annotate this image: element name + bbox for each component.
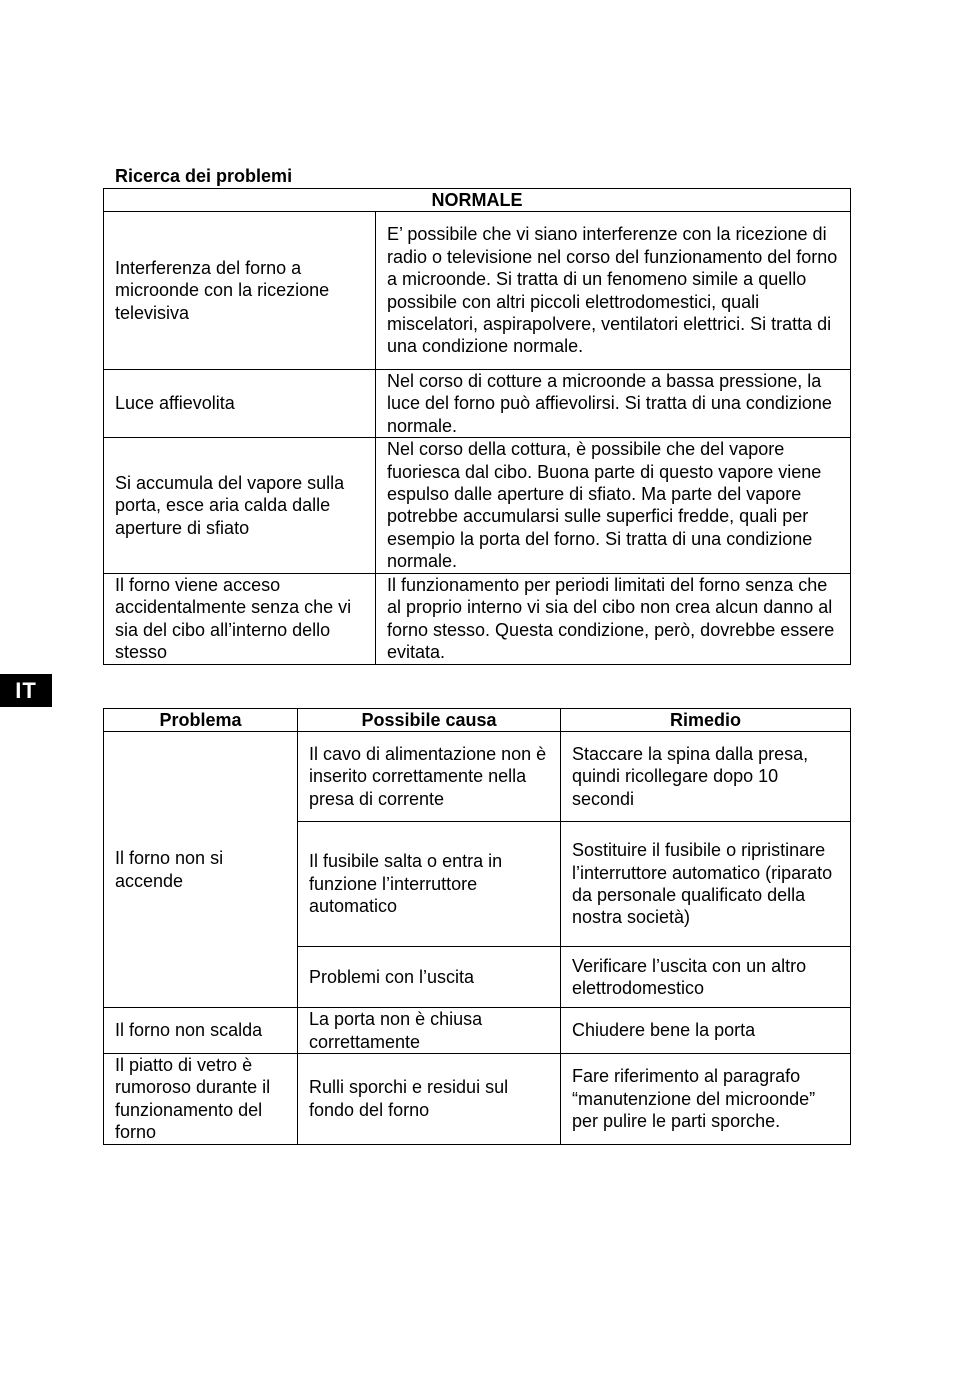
remedy-cell: Verificare l’uscita con un altro elettrodomestico — [561, 947, 851, 1008]
remedy-cell: Chiudere bene la porta — [561, 1008, 851, 1054]
problem-cell: Il forno non scalda — [104, 1008, 298, 1054]
remedy-cell: Staccare la spina dalla presa, quindi ricollegare dopo 10 secondi — [561, 732, 851, 822]
header-remedy: Rimedio — [561, 709, 851, 732]
explanation-cell: Nel corso della cottura, è possibile che del vapore fuoriesca dal cibo. Buona parte di questo vapore viene espulso dalle aperture di sfiato. Ma parte del vapore potrebbe accumularsi sulle superfici fredde, quali per esempio la porta del forno. Si tratta di una condizione normale. — [376, 438, 851, 573]
explanation-cell: Nel corso di cotture a microonde a bassa pressione, la luce del forno può affievolirsi. Si tratta di una condizione normale. — [376, 370, 851, 438]
table-header-row — [104, 189, 851, 212]
cause-cell: Il cavo di alimentazione non è inserito correttamente nella presa di corrente — [298, 732, 561, 822]
explanation-cell: Il funzionamento per periodi limitati del forno senza che al proprio interno vi sia del cibo non crea alcun danno al forno stesso. Questa condizione, però, dovrebbe essere evitata. — [376, 573, 851, 664]
table-row — [104, 732, 851, 822]
table-row — [104, 370, 851, 438]
table-row — [104, 573, 851, 664]
symptom-cell: Si accumula del vapore sulla porta, esce aria calda dalle aperture di sfiato — [104, 438, 376, 573]
table-row — [104, 1054, 851, 1145]
cause-cell: La porta non è chiusa correttamente — [298, 1008, 561, 1054]
table-row — [104, 438, 851, 573]
troubleshooting-table — [103, 708, 851, 1145]
table-header-row — [104, 709, 851, 732]
cause-cell: Rulli sporchi e residui sul fondo del forno — [298, 1054, 561, 1145]
symptom-cell: Interferenza del forno a microonde con la ricezione televisiva — [104, 212, 376, 370]
remedy-cell: Sostituire il fusibile o ripristinare l’interruttore automatico (riparato da personale qualificato della nostra società) — [561, 822, 851, 947]
problem-cell: Il forno non si accende — [104, 732, 298, 1008]
table-row — [104, 212, 851, 370]
header-problem: Problema — [104, 709, 298, 732]
header-cause: Possibile causa — [298, 709, 561, 732]
explanation-cell: E’ possibile che vi siano interferenze con la ricezione di radio o televisione nel corso del funzionamento del forno a microonde. Si tratta di un fenomeno simile a quello possibile con altri piccoli elettrodomestici, quali miscelatori, aspirapolvere, ventilatori elettrici. Si tratta di una condizione normale. — [376, 212, 851, 370]
cause-cell: Problemi con l’uscita — [298, 947, 561, 1008]
cause-cell: Il fusibile salta o entra in funzione l’interruttore automatico — [298, 822, 561, 947]
normal-conditions-table — [103, 188, 851, 665]
language-tab: IT — [0, 674, 52, 707]
problem-cell: Il piatto di vetro è rumoroso durante il funzionamento del forno — [104, 1054, 298, 1145]
symptom-cell: Il forno viene acceso accidentalmente senza che vi sia del cibo all’interno dello stesso — [104, 573, 376, 664]
table-row — [104, 1008, 851, 1054]
symptom-cell: Luce affievolita — [104, 370, 376, 438]
section-title: Ricerca dei problemi — [115, 166, 293, 186]
remedy-cell: Fare riferimento al paragrafo “manutenzione del microonde” per pulire le parti sporche. — [561, 1054, 851, 1145]
normale-header: NORMALE — [104, 189, 851, 212]
